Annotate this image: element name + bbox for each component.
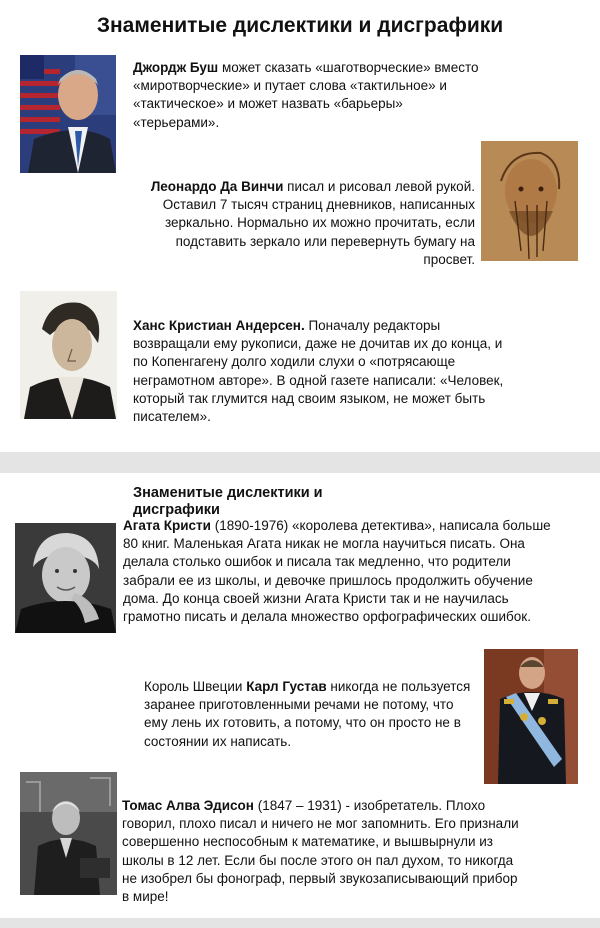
- entry-name: Джордж Буш: [133, 60, 219, 75]
- slide-2: [0, 473, 600, 918]
- entry-text: Поначалу редакторы возвращали ему рукописи, даже не дочитав их до конца, и по Копенгагену долго ходили слухи о «потрясающе неграмотном авторе». В одной газете написали: «Человек, который так глумится над своим языком, не может быть писателем».: [133, 318, 504, 425]
- entry-andersen: [133, 317, 505, 426]
- entry-name: Агата Кристи: [123, 518, 211, 533]
- entry-name: Карл Густав: [246, 679, 327, 694]
- slide-title: Знаменитые дислектики и дисграфики: [96, 14, 504, 37]
- entry-text: никогда не пользуется заранее приготовленными речами не потому, что ему лень их готовить, а потому, что он просто не в состоянии их написать.: [144, 679, 471, 749]
- entry-text: (1847 – 1931) - изобретатель. Плохо говорил, плохо писал и ничего не мог запомнить. Его признали совершенно неспособным к математике, и вышвырнули из школы в 12 лет. Если бы после этого он пал духом, то никогда не изобрел бы фонограф, первый звукозаписывающий прибор в мире!: [122, 798, 519, 905]
- slide-1: [0, 0, 600, 452]
- entry-text: писал и рисовал левой рукой. Оставил 7 тысяч страниц дневников, написанных зеркально. Нормально их можно прочитать, если подставить зеркало или перевернуть бумагу на просвет.: [162, 179, 475, 267]
- entry-name: Ханс Кристиан Андерсен.: [133, 318, 305, 333]
- portrait-leonardo: [481, 141, 578, 261]
- portrait-carl-gustaf: [484, 649, 578, 784]
- entry-agatha-christie: [123, 517, 553, 626]
- entry-text: может сказать «шаготворческие» вместо «миротворческие» и путает слова «тактильное» и «тактическое» и может назвать «барьеры» «терьерами».: [133, 60, 479, 130]
- entry-bush: [133, 59, 483, 132]
- portrait-andersen: [20, 291, 117, 419]
- entry-text: (1890-1976) «королева детектива», написала больше 80 книг. Маленькая Агата никак не могла научиться писать. Она делала столько ошибок и писала так медленно, что родители забрали ее из школы, и девочке пришлось продолжить обучение дома. До конца своей жизни Агата Кристи так и не научилась грамотно писать и делала множество орфографических ошибок.: [123, 518, 551, 625]
- portrait-bush: [20, 55, 116, 173]
- entry-name: Томас Алва Эдисон: [122, 798, 254, 813]
- portrait-agatha-christie: [15, 523, 116, 633]
- entry-leonardo: [148, 178, 475, 269]
- entry-name: Леонардо Да Винчи: [150, 179, 284, 194]
- entry-edison: [122, 797, 522, 906]
- portrait-edison: [20, 772, 117, 895]
- slide-title: Знаменитые дислектики и дисграфики: [133, 485, 323, 518]
- entry-prefix: Король Швеции: [144, 679, 247, 694]
- entry-carl-gustaf: [144, 678, 474, 751]
